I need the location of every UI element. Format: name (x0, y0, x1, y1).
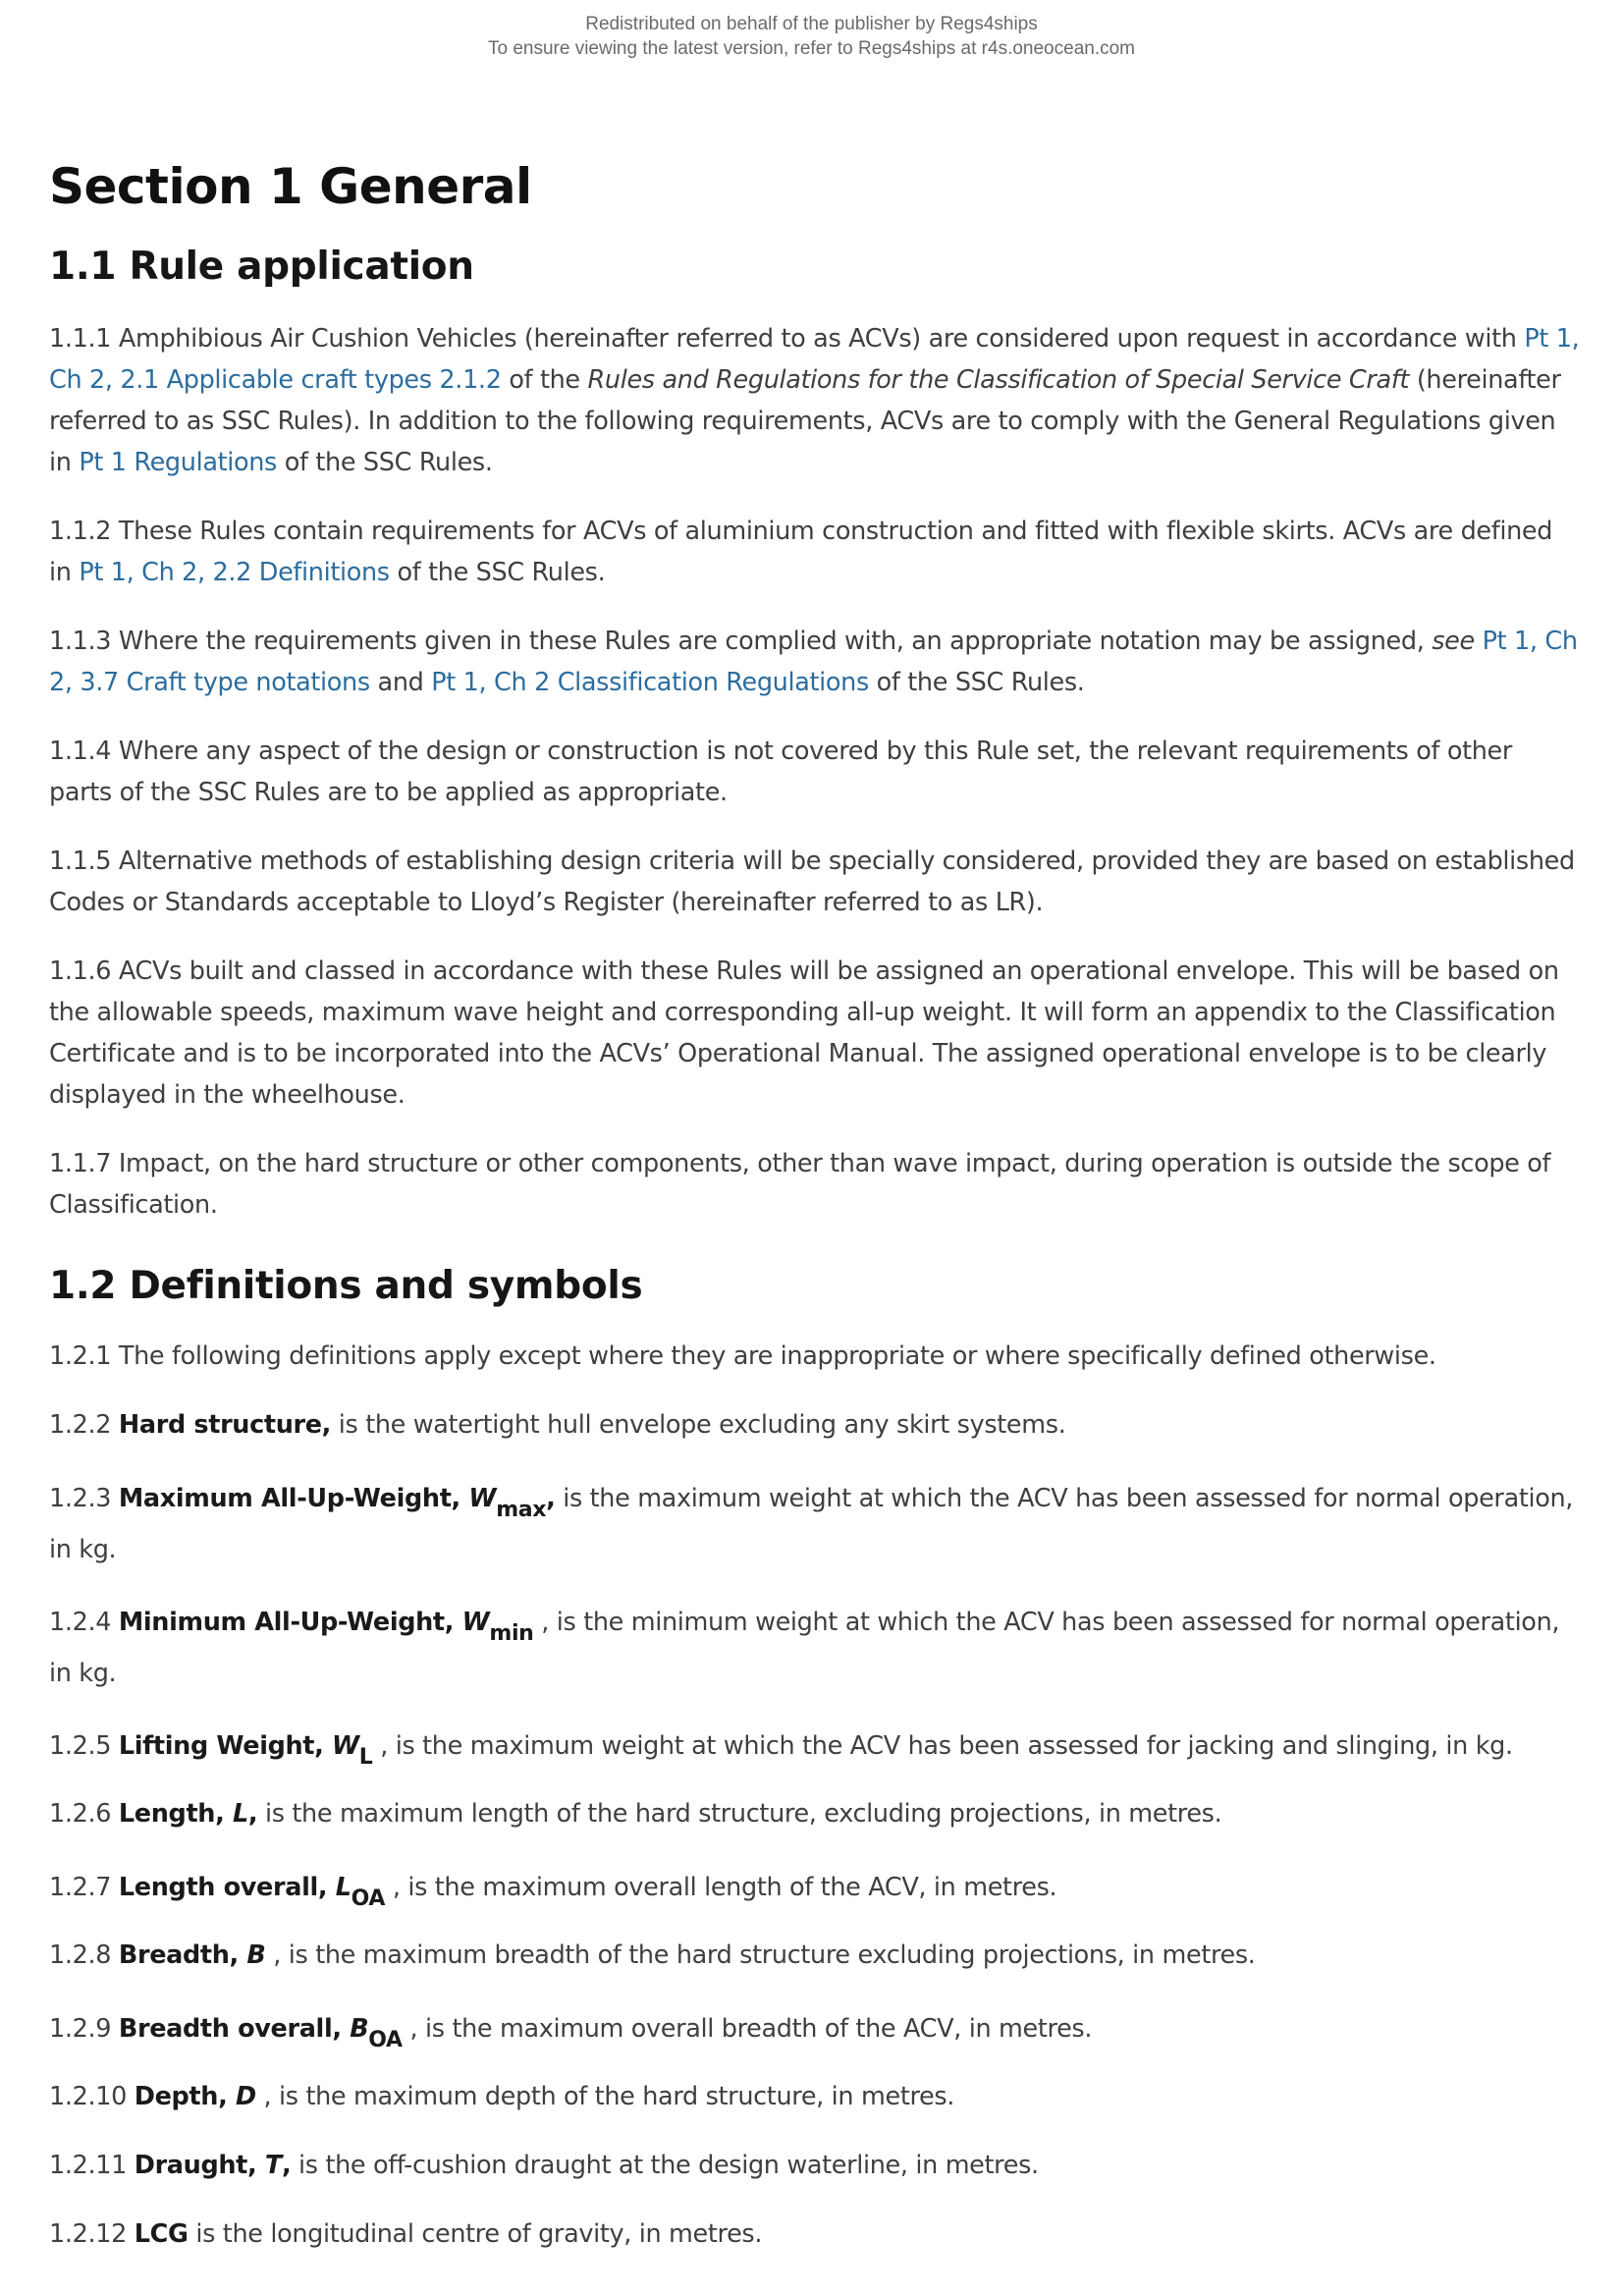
para-1-1-4: 1.1.4 Where any aspect of the design or construction is not covered by this Rule set, the relevant requirements of other parts of the SSC Rules are to be applied as appropriate. (49, 737, 1513, 807)
definition-1-2-9: 1.2.9 Breadth overall, $B_{OA}$ , is the maximum overall breadth of the ACV, in metres. (49, 2014, 1093, 2052)
definitions-heading: 1.2 Definitions and symbols (49, 1264, 643, 1308)
banner-line-2: To ensure viewing the latest version, refer to Regs4ships at r4s.oneocean.com (487, 38, 1136, 59)
definition-1-2-3: 1.2.3 Maximum All-Up-Weight, $W_{max}$, is the maximum weight at which the ACV has been assessed for normal operation, in kg. (49, 1484, 1574, 1564)
redistribution-banner (0, 12, 1623, 61)
definition-1-2-11: 1.2.11 Draught, T, is the off-cushion draught at the design waterline, in metres. (49, 2151, 1039, 2180)
para-1-1-6: 1.1.6 ACVs built and classed in accordance with these Rules will be assigned an operational envelope. This will be based on the allowable speeds, maximum wave height and corresponding all-up weight. It will form an appendix to the Classification Certificate and is to be incorporated into the ACVs’ Operational Manual. The assigned operational envelope is to be clearly displayed in the wheelhouse. (49, 957, 1559, 1110)
definition-1-2-2: 1.2.2 Hard structure, is the watertight hull envelope excluding any skirt systems. (49, 1410, 1066, 1440)
link-pt1-regulations[interactable]: Pt 1 Regulations (79, 448, 277, 477)
para-1-1-3: 1.1.3 Where the requirements given in these Rules are complied with, an appropriate notation may be assigned, see Pt 1, Ch 2, 3.7 Craft type notations and Pt 1, Ch 2 Classification Regulations of the SSC Rules. (49, 627, 1578, 697)
definitions-list (49, 1336, 1581, 2255)
para-1-1-1: 1.1.1 Amphibious Air Cushion Vehicles (hereinafter referred to as ACVs) are considered upon request in accordance with Pt 1, Ch 2, 2.1 Applicable craft types 2.1.2 of the Rules and Regulations for the Classification of Special Service Craft (hereinafter referred to as SSC Rules). In addition to the following requirements, ACVs are to comply with the General Regulations given in Pt 1 Regulations of the SSC Rules. (49, 324, 1580, 477)
banner-line-1: Redistributed on behalf of the publisher by Regs4ships (585, 14, 1038, 34)
rule-application-heading: 1.1 Rule application (49, 245, 474, 289)
link-classification-regulations[interactable]: Pt 1, Ch 2 Classification Regulations (431, 668, 869, 697)
para-1-1-7: 1.1.7 Impact, on the hard structure or other components, other than wave impact, during operation is outside the scope of Classification. (49, 1149, 1551, 1220)
link-applicable-craft-types[interactable]: Pt 1, Ch 2, 2.1 Applicable craft types 2.1.2 (49, 324, 1580, 395)
definition-1-2-12: 1.2.12 LCG is the longitudinal centre of gravity, in metres. (49, 2219, 763, 2249)
definition-1-2-7: 1.2.7 Length overall, $L_{OA}$ , is the maximum overall length of the ACV, in metres. (49, 1873, 1057, 1911)
para-1-1-2: 1.1.2 These Rules contain requirements for ACVs of aluminium construction and fitted with flexible skirts. ACVs are defined in Pt 1, Ch 2, 2.2 Definitions of the SSC Rules. (49, 517, 1553, 587)
definition-1-2-4: 1.2.4 Minimum All-Up-Weight, $W_{min}$ , is the minimum weight at which the ACV has been assessed for normal operation, in kg. (49, 1608, 1560, 1688)
definition-1-2-1: 1.2.1 The following definitions apply except where they are inappropriate or where specifically defined otherwise. (49, 1341, 1436, 1371)
definition-1-2-5: 1.2.5 Lifting Weight, $W_L$ , is the maximum weight at which the ACV has been assessed for jacking and slinging, in kg. (49, 1731, 1513, 1770)
link-craft-type-notations[interactable]: Pt 1, Ch 2, 3.7 Craft type notations (49, 627, 1578, 697)
document-body (49, 147, 1581, 2282)
section-title: Section 1 General (49, 158, 532, 215)
para-1-1-5: 1.1.5 Alternative methods of establishing design criteria will be specially considered, provided they are based on established Codes or Standards acceptable to Lloyd’s Register (hereinafter referred to as LR). (49, 847, 1575, 917)
definition-1-2-6: 1.2.6 Length, L, is the maximum length of the hard structure, excluding projections, in metres. (49, 1799, 1222, 1829)
definition-1-2-10: 1.2.10 Depth, D , is the maximum depth of the hard structure, in metres. (49, 2082, 955, 2111)
link-definitions[interactable]: Pt 1, Ch 2, 2.2 Definitions (79, 558, 390, 587)
definition-1-2-8: 1.2.8 Breadth, B , is the maximum breadth of the hard structure excluding projections, in metres. (49, 1941, 1256, 1970)
